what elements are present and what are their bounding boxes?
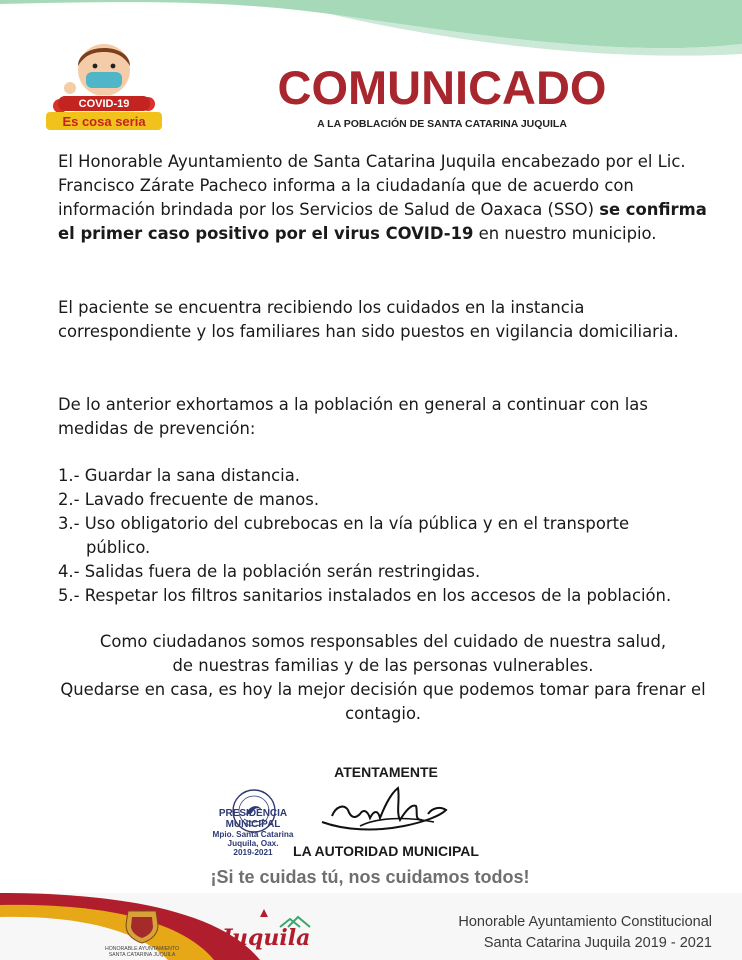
- paragraph-announcement-text-end: en nuestro municipio.: [473, 224, 657, 243]
- footer-line: Honorable Ayuntamiento Constitucional: [458, 914, 712, 930]
- list-item: 4.- Salidas fuera de la población serán restringidas.: [58, 562, 481, 581]
- juquila-logo-text: Juquila: [221, 925, 311, 951]
- list-item-text: 3.- Uso obligatorio del cubrebocas en la vía pública y en el transporte: [58, 514, 630, 533]
- juquila-brand-logo: [220, 905, 320, 960]
- list-item-continuation: público.: [86, 538, 151, 557]
- handwritten-signature: [314, 780, 454, 840]
- page-subtitle: A LA POBLACIÓN DE SANTA CATARINA JUQUILA: [317, 118, 567, 130]
- paragraph-announcement-highlight: se confirma el primer caso positivo por el virus COVID-19: [58, 200, 707, 243]
- footer-text: [458, 912, 712, 954]
- closing-line: de nuestras familias y de las personas vulnerables.: [172, 656, 594, 675]
- seal-line: Mpio. Santa Catarina: [212, 830, 294, 839]
- closing-salutation: ATENTAMENTE: [334, 764, 438, 780]
- slogan: ¡Si te cuidas tú, nos cuidamos todos!: [210, 867, 530, 887]
- list-item: 1.- Guardar la sana distancia.: [58, 466, 300, 485]
- seal-line: 2019-2021: [233, 848, 273, 857]
- seal-title: PRESIDENCIA MUNICIPAL: [218, 808, 288, 830]
- seal-caption: [210, 808, 296, 857]
- badge-line1: COVID-19: [78, 98, 130, 110]
- paragraph-announcement: [58, 150, 708, 246]
- list-item: 2.- Lavado frecuente de manos.: [58, 490, 320, 509]
- list-item: 5.- Respetar los filtros sanitarios instalados en los accesos de la población.: [58, 586, 672, 605]
- shield-caption-line: SANTA CATARINA JUQUILA: [108, 952, 176, 958]
- closing-line: Como ciudadanos somos responsables del cuidado de nuestra salud,: [99, 632, 667, 651]
- shield-caption-line: HONORABLE AYUNTAMIENTO: [104, 946, 180, 952]
- covid-mascot-logo: [40, 26, 168, 134]
- list-item: [58, 512, 708, 560]
- closing-line: Quedarse en casa, es hoy la mejor decisión que podemos tomar para frenar el contagio.: [60, 680, 706, 723]
- signatory-title: LA AUTORIDAD MUNICIPAL: [293, 843, 479, 859]
- shield-logo-caption: [86, 946, 198, 958]
- seal-line: Juquila, Oax.: [227, 839, 279, 848]
- paragraph-exhortation: De lo anterior exhortamos a la población en general a continuar con las medidas de prevención:: [58, 395, 648, 438]
- prevention-list: [58, 464, 708, 608]
- closing-message: [58, 630, 708, 726]
- badge-line2: Es cosa seria: [62, 114, 146, 129]
- paragraph-announcement-text: El Honorable Ayuntamiento de Santa Catarina Juquila encabezado por el Lic. Francisco Zárate Pacheco informa a la ciudadanía que de acuerdo con información brindada por los Servicios de Salud de Oaxaca (SSO): [58, 152, 686, 219]
- page-title: COMUNICADO: [277, 61, 607, 114]
- paragraph-patient: El paciente se encuentra recibiendo los cuidados en la instancia correspondiente y los familiares han sido puestos en vigilancia domiciliaria.: [58, 298, 679, 341]
- footer-line: Santa Catarina Juquila 2019 - 2021: [483, 935, 712, 951]
